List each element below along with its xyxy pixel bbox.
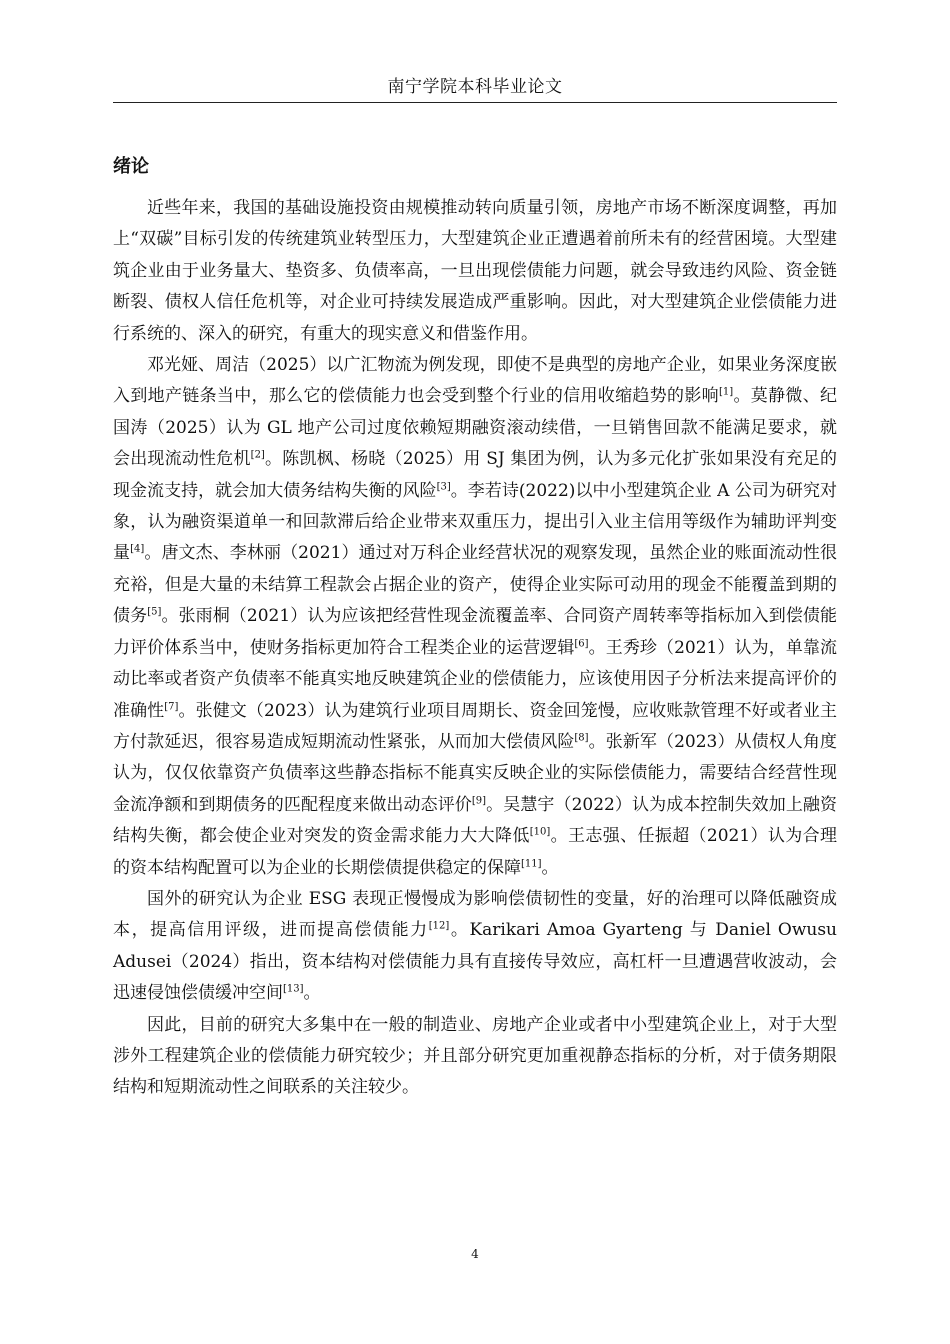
citation-ref: [5] [147,606,162,618]
paragraph-text: 。张雨桐（2021）认为应该把经营性现金流覆盖率、合同资产周转率等指标加入到偿债能力评价体系当中，使财务指标更加符合工程类企业的运营逻辑 [113,606,838,658]
body-paragraph [113,193,837,350]
citation-ref: [10] [529,826,551,838]
citation-ref: [13] [283,983,304,995]
body-paragraph [113,350,837,884]
paragraph-text: 。Karikari Amoa Gyarteng 与 Daniel Owusu Adusei（2024）指出，资本结构对偿债能力具有直接传导效应，高杠杆一旦遭遇营收波动，会迅速侵蚀偿债缓冲空间 [113,920,837,1004]
citation-ref: [12] [428,920,450,932]
paragraph-text: 近些年来，我国的基础设施投资由规模推动转向质量引领，房地产市场不断深度调整，再加上“双碳”目标引发的传统建筑业转型压力，大型建筑企业正遭遇着前所未有的经营困境。大型建筑企业由于业务量大、垫资多、负债率高，一旦出现偿债能力问题，就会导致违约风险、资金链断裂、债权人信任危机等，对企业可持续发展造成严重影响。因此，对大型建筑企业偿债能力进行系统的、深入的研究，有重大的现实意义和借鉴作用。 [113,198,837,344]
paragraph-text: 。张健文（2023）认为建筑行业项目周期长、资金回笼慢，应收账款管理不好或者业主方付款延迟，很容易造成短期流动性紧张，从而加大偿债风险 [113,700,838,752]
header-divider [113,102,837,103]
citation-ref: [2] [250,449,265,461]
paragraph-text: 。莫静微、纪国涛（2025）认为 GL 地产公司过度依赖短期融资滚动续借，一旦销售回款不能满足要求，就会出现流动性危机 [113,386,838,470]
citation-ref: [4] [130,543,145,555]
body-paragraph [113,1010,837,1104]
body-paragraph [113,884,837,1010]
citation-ref: [3] [436,481,451,492]
paragraph-text: 。李若诗(2022)以中小型建筑企业 A 公司为研究对象，认为融资渠道单一和回款滞后给企业带来双重压力，提出引入业主信用等级作为辅助评判变量 [113,480,837,564]
paragraph-text: 。吴慧宇（2022）认为成本控制失效加上融资结构失衡，都会使企业对突发的资金需求能力大大降低 [113,794,838,847]
paragraph-text: 邓光娅、周洁（2025）以广汇物流为例发现，即使不是典型的房地产企业，如果业务深度嵌入到地产链条当中，那么它的偿债能力也会受到整个行业的信用收缩趋势的影响 [113,355,837,407]
paragraph-text: 。王志强、任振超（2021）认为合理的资本结构配置可以为企业的长期偿债提供稳定的保障 [113,826,838,878]
paragraph-text: 。王秀珍（2021）认为，单靠流动比率或者资产负债率不能真实地反映建筑企业的偿债能力，应该使用因子分析法来提高评价的准确性 [113,637,837,721]
paragraph-text: 。张新军（2023）从债权人角度认为，仅仅依靠资产负债率这些静态指标不能真实反映企业的实际偿债能力，需要结合经营性现金流净额和到期债务的匹配程度来做出动态评价 [113,731,837,815]
paragraph-text: 国外的研究认为企业 ESG 表现正慢慢成为影响偿债韧性的变量，好的治理可以降低融资成本，提高信用评级，进而提高偿债能力 [113,888,837,941]
running-header: 南宁学院本科毕业论文 [387,77,563,97]
paragraph-text: 因此，目前的研究大多集中在一般的制造业、房地产企业或者中小型建筑企业上，对于大型涉外工程建筑企业的偿债能力研究较少；并且部分研究更加重视静态指标的分析，对于债务期限结构和短期流动性之间联系的关注较少。 [113,1014,837,1098]
citation-ref: [7] [164,700,179,712]
paragraph-text: 。 [303,983,321,1004]
paragraph-text: 。唐文杰、李林丽（2021）通过对万科企业经营状况的观察发现，虽然企业的账面流动性很充裕，但是大量的未结算工程款会占据企业的资产，使得企业实际可动用的现金不能覆盖到期的债务 [113,543,838,627]
citation-ref: [11] [521,857,542,869]
citation-ref: [8] [574,732,589,744]
body-text [113,193,837,1104]
section-title: 绪论 [113,156,149,177]
paragraph-text: 。 [541,857,559,878]
citation-ref: [9] [471,795,487,807]
citation-ref: [1] [718,386,734,398]
paragraph-text: 。陈凯枫、杨晓（2025）用 SJ 集团为例，认为多元化扩张如果没有充足的现金流支持，就会加大债务结构失衡的风险 [113,449,838,501]
citation-ref: [6] [574,638,589,650]
page-number: 4 [471,1247,479,1261]
